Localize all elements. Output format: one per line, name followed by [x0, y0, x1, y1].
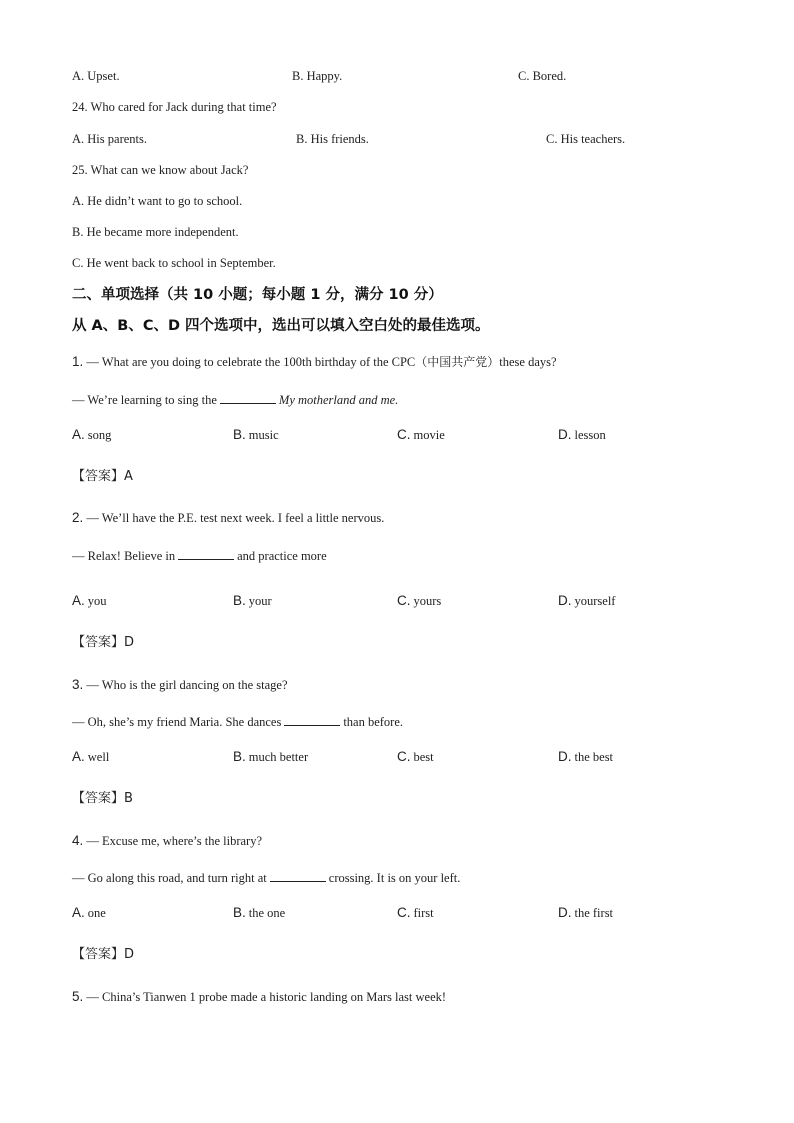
q1-line2 [72, 391, 398, 408]
q3-option-a: A. well [72, 749, 110, 764]
q1-line1-end: these days? [499, 355, 557, 369]
q2-option-c: C. yours [397, 593, 442, 608]
q4-option-c: C. first [397, 905, 434, 920]
q1-cjk-note: （中国共产党） [415, 355, 500, 369]
q4-answer-value: D [124, 947, 135, 962]
q23-option-b: B. Happy. [292, 69, 343, 83]
section-title: 二、单项选择（共 10 小题；每小题 1 分，满分 10 分） [72, 287, 443, 303]
q3-answer-value: B [124, 791, 133, 806]
q3-option-b: B. much better [233, 749, 309, 764]
q1-number: 1. [72, 354, 84, 369]
q4-option-a: A. one [72, 905, 106, 920]
q1-option-a: A. song [72, 427, 112, 442]
q1-song-title: My motherland and me. [278, 393, 399, 407]
q4-blank [270, 869, 326, 882]
q5-number: 5. [72, 989, 84, 1004]
q3-option-d: D. the best [558, 749, 614, 764]
q3-line2: — Oh, she’s my friend Maria. She dances than before. [72, 715, 404, 729]
q2-line1-text: — We’ll have the P.E. test next week. I feel a little nervous. [86, 511, 385, 525]
q2-blank [178, 547, 234, 560]
q4-line1: 4. — Excuse me, where’s the library? [72, 833, 263, 848]
q25-stem: 25. What can we know about Jack? [72, 163, 249, 177]
q3-blank [284, 713, 340, 726]
q2-line2: — Relax! Believe in and practice more [72, 549, 327, 563]
q23-option-a: A. Upset. [72, 69, 120, 83]
q1-blank [220, 391, 276, 404]
q5-line1: 5. — China’s Tianwen 1 probe made a historic landing on Mars last week! [72, 989, 447, 1004]
q1-answer-value: A [124, 469, 133, 484]
q24-option-b: B. His friends. [296, 132, 369, 146]
section-instruction: 从 A、B、C、D 四个选项中，选出可以填入空白处的最佳选项。 [72, 318, 490, 334]
q3-number: 3. [72, 677, 84, 692]
q1-line1 [72, 354, 557, 370]
q3-line1: 3. — Who is the girl dancing on the stage? [72, 677, 288, 692]
q1-line2-text: — We’re learning to sing the [72, 393, 217, 407]
q3-option-c: C. best [397, 749, 434, 764]
q2-answer: 【答案】D [72, 635, 135, 650]
q1-line1-text: — What are you doing to celebrate the 100th birthday of the CPC [86, 355, 416, 369]
q4-option-b: B. the one [233, 905, 286, 920]
q24-option-a: A. His parents. [72, 132, 147, 146]
q2-line1 [72, 510, 384, 526]
q2-option-a: A. you [72, 593, 107, 608]
q25-option-b: B. He became more independent. [72, 225, 239, 239]
q4-answer: 【答案】D [72, 947, 135, 962]
q25-option-a: A. He didn’t want to go to school. [72, 194, 243, 208]
q25-option-c: C. He went back to school in September. [72, 256, 276, 270]
q1-answer: 【答案】A [72, 469, 133, 484]
q4-line2: — Go along this road, and turn right at crossing. It is on your left. [72, 871, 461, 885]
q4-option-d: D. the first [558, 905, 614, 920]
q4-number: 4. [72, 833, 84, 848]
q1-option-c: C. movie [397, 427, 445, 442]
q24-option-c: C. His teachers. [546, 132, 626, 146]
q24-stem: 24. Who cared for Jack during that time? [72, 100, 277, 114]
q1-option-d: D. lesson [558, 427, 606, 442]
q2-number: 2. [72, 510, 84, 525]
q1-option-b: B. music [233, 427, 279, 442]
q3-answer: 【答案】B [72, 791, 133, 806]
q23-option-c: C. Bored. [518, 69, 567, 83]
q2-option-b: B. your [233, 593, 272, 608]
q2-answer-value: D [124, 635, 135, 650]
q2-option-d: D. yourself [558, 593, 616, 608]
